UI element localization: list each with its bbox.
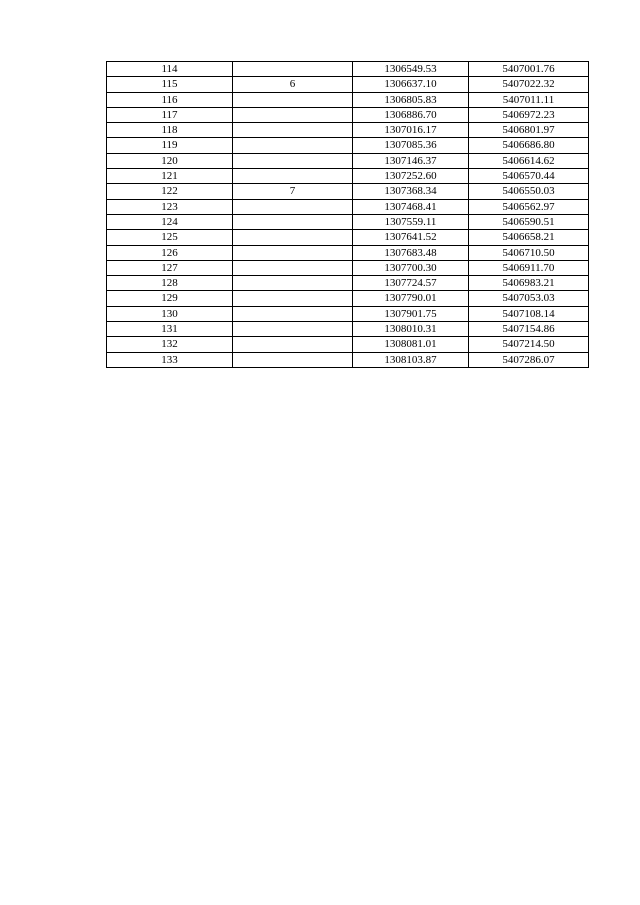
point-number-cell: 129 — [107, 291, 233, 306]
group-number-cell — [233, 322, 353, 337]
point-number-cell: 126 — [107, 245, 233, 260]
point-number-cell: 121 — [107, 169, 233, 184]
x-coordinate-cell: 1306637.10 — [353, 77, 469, 92]
point-number-cell: 115 — [107, 77, 233, 92]
point-number-cell: 127 — [107, 260, 233, 275]
y-coordinate-cell: 5407011.11 — [469, 92, 589, 107]
x-coordinate-cell: 1306549.53 — [353, 62, 469, 77]
group-number-cell — [233, 92, 353, 107]
y-coordinate-cell: 5406686.80 — [469, 138, 589, 153]
x-coordinate-cell: 1307724.57 — [353, 276, 469, 291]
x-coordinate-cell: 1307368.34 — [353, 184, 469, 199]
table-row — [107, 291, 589, 306]
group-number-cell — [233, 199, 353, 214]
y-coordinate-cell: 5407154.86 — [469, 322, 589, 337]
y-coordinate-cell: 5407001.76 — [469, 62, 589, 77]
table-row — [107, 260, 589, 275]
group-number-cell — [233, 352, 353, 367]
table-row — [107, 214, 589, 229]
point-number-cell: 120 — [107, 153, 233, 168]
group-number-cell — [233, 214, 353, 229]
table-row — [107, 92, 589, 107]
x-coordinate-cell: 1308081.01 — [353, 337, 469, 352]
table-row — [107, 230, 589, 245]
x-coordinate-cell: 1306886.70 — [353, 107, 469, 122]
group-number-cell — [233, 291, 353, 306]
table-row — [107, 245, 589, 260]
x-coordinate-cell: 1306805.83 — [353, 92, 469, 107]
y-coordinate-cell: 5406801.97 — [469, 123, 589, 138]
coordinates-table-body — [107, 62, 589, 368]
y-coordinate-cell: 5406658.21 — [469, 230, 589, 245]
point-number-cell: 128 — [107, 276, 233, 291]
point-number-cell: 125 — [107, 230, 233, 245]
point-number-cell: 124 — [107, 214, 233, 229]
y-coordinate-cell: 5407022.32 — [469, 77, 589, 92]
point-number-cell: 119 — [107, 138, 233, 153]
point-number-cell: 130 — [107, 306, 233, 321]
x-coordinate-cell: 1307901.75 — [353, 306, 469, 321]
point-number-cell: 133 — [107, 352, 233, 367]
group-number-cell — [233, 138, 353, 153]
table-row — [107, 276, 589, 291]
group-number-cell — [233, 230, 353, 245]
x-coordinate-cell: 1307683.48 — [353, 245, 469, 260]
y-coordinate-cell: 5407108.14 — [469, 306, 589, 321]
group-number-cell: 7 — [233, 184, 353, 199]
y-coordinate-cell: 5406614.62 — [469, 153, 589, 168]
x-coordinate-cell: 1307641.52 — [353, 230, 469, 245]
x-coordinate-cell: 1307085.36 — [353, 138, 469, 153]
table-row — [107, 199, 589, 214]
group-number-cell — [233, 276, 353, 291]
y-coordinate-cell: 5407053.03 — [469, 291, 589, 306]
x-coordinate-cell: 1307700.30 — [353, 260, 469, 275]
group-number-cell — [233, 153, 353, 168]
y-coordinate-cell: 5406710.50 — [469, 245, 589, 260]
table-row — [107, 169, 589, 184]
point-number-cell: 118 — [107, 123, 233, 138]
coordinates-table — [106, 61, 589, 368]
group-number-cell — [233, 337, 353, 352]
x-coordinate-cell: 1308103.87 — [353, 352, 469, 367]
x-coordinate-cell: 1308010.31 — [353, 322, 469, 337]
y-coordinate-cell: 5406562.97 — [469, 199, 589, 214]
table-row — [107, 153, 589, 168]
table-row — [107, 352, 589, 367]
y-coordinate-cell: 5406911.70 — [469, 260, 589, 275]
group-number-cell — [233, 123, 353, 138]
group-number-cell — [233, 260, 353, 275]
group-number-cell — [233, 245, 353, 260]
x-coordinate-cell: 1307468.41 — [353, 199, 469, 214]
y-coordinate-cell: 5406570.44 — [469, 169, 589, 184]
x-coordinate-cell: 1307790.01 — [353, 291, 469, 306]
group-number-cell: 6 — [233, 77, 353, 92]
table-row — [107, 184, 589, 199]
point-number-cell: 116 — [107, 92, 233, 107]
table-row — [107, 138, 589, 153]
y-coordinate-cell: 5407214.50 — [469, 337, 589, 352]
y-coordinate-cell: 5407286.07 — [469, 352, 589, 367]
x-coordinate-cell: 1307559.11 — [353, 214, 469, 229]
table-row — [107, 337, 589, 352]
y-coordinate-cell: 5406972.23 — [469, 107, 589, 122]
point-number-cell: 114 — [107, 62, 233, 77]
x-coordinate-cell: 1307016.17 — [353, 123, 469, 138]
y-coordinate-cell: 5406550.03 — [469, 184, 589, 199]
table-row — [107, 107, 589, 122]
group-number-cell — [233, 169, 353, 184]
table-row — [107, 77, 589, 92]
table-row — [107, 306, 589, 321]
point-number-cell: 131 — [107, 322, 233, 337]
y-coordinate-cell: 5406590.51 — [469, 214, 589, 229]
y-coordinate-cell: 5406983.21 — [469, 276, 589, 291]
group-number-cell — [233, 107, 353, 122]
group-number-cell — [233, 306, 353, 321]
x-coordinate-cell: 1307146.37 — [353, 153, 469, 168]
point-number-cell: 132 — [107, 337, 233, 352]
point-number-cell: 117 — [107, 107, 233, 122]
table-row — [107, 123, 589, 138]
table-row — [107, 322, 589, 337]
x-coordinate-cell: 1307252.60 — [353, 169, 469, 184]
point-number-cell: 123 — [107, 199, 233, 214]
table-row — [107, 62, 589, 77]
point-number-cell: 122 — [107, 184, 233, 199]
group-number-cell — [233, 62, 353, 77]
